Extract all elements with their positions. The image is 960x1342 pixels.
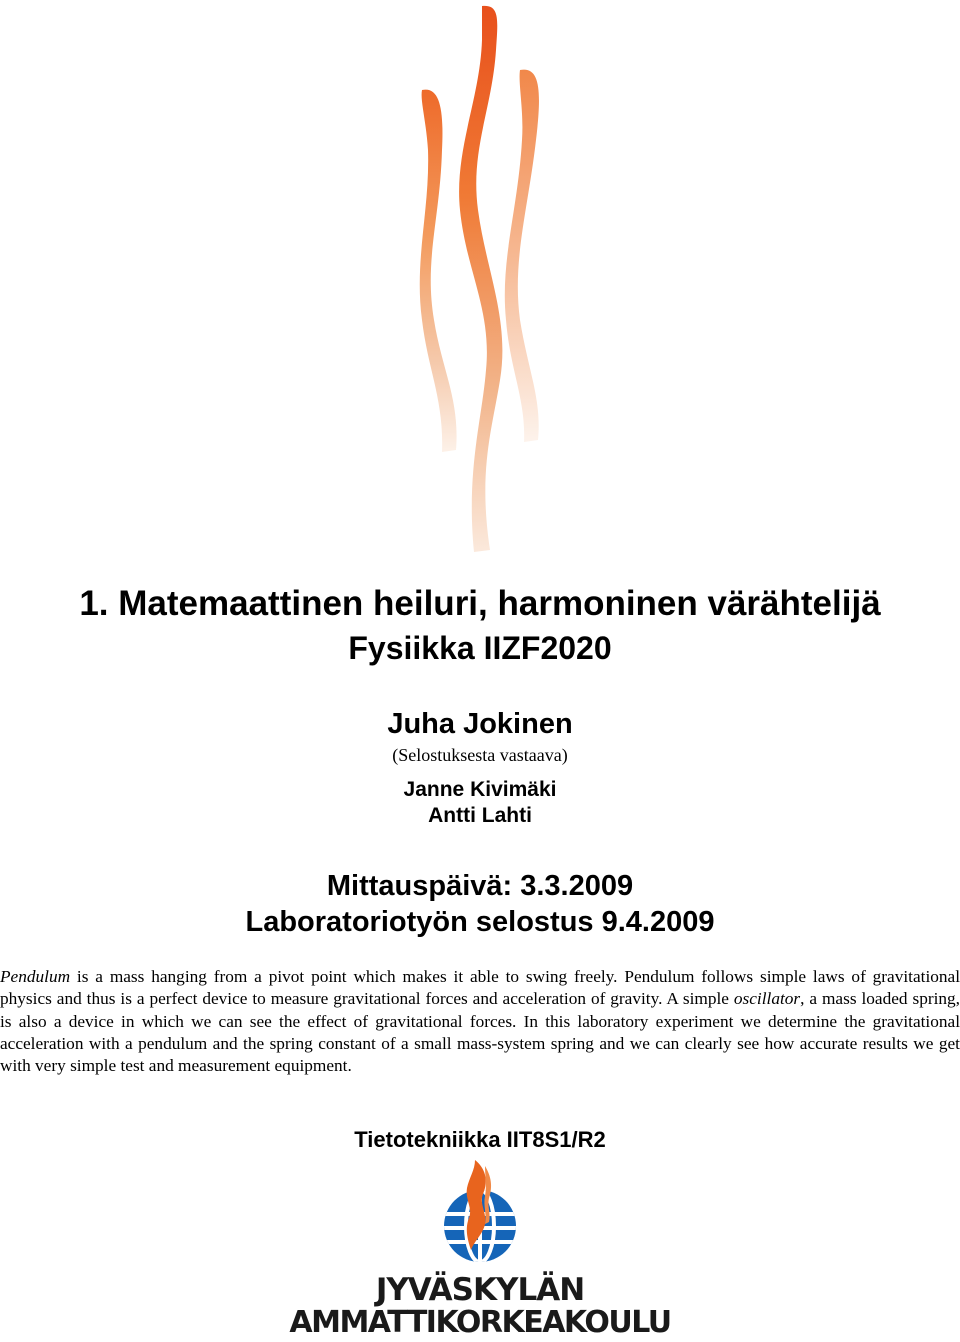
measurement-date: Mittauspäivä: 3.3.2009 [326, 870, 634, 902]
jamk-globe-flame-icon [435, 1158, 525, 1268]
responsible-role: (Selostuksesta vastaava) [392, 745, 568, 765]
abstract [0, 966, 960, 1077]
department-label: Tietotekniikka IIT8S1/R2 [354, 1127, 606, 1152]
abstract-term: Pendulum [0, 967, 71, 986]
abstract-text: is a mass hanging from a pivot point which makes it able to swing freely. Pendulum follows simple laws of gravitational physics and thus is a perfect device to measure gravitational forces and acceleration of gravity. A simple [0, 967, 960, 1009]
abstract-text: , a mass loaded spring, is also a device in which we can see the effect of gravitational forces. In this laboratory experiment we determine the gravitational acceleration with a pendulum and the spring constant of a small mass-system spring and we can clearly see how accurate results we get with very simple test and measurement equipment. [0, 989, 960, 1076]
group-member: Janne Kivimäki [403, 778, 557, 801]
responsible-author: Juha Jokinen [387, 708, 573, 740]
school-logo [288, 1158, 672, 1342]
course-title: Fysiikka IIZF2020 [348, 630, 612, 666]
abstract-term: oscillator [733, 989, 801, 1009]
report-title: 1. Matemaattinen heiluri, harmoninen värähtelijä [79, 584, 881, 623]
report-date: Laboratoriotyön selostus 9.4.2009 [245, 906, 715, 938]
logo-text-line1: JYVÄSKYLÄN [375, 1272, 585, 1308]
group-member: Antti Lahti [428, 804, 532, 827]
logo-text-line2: AMMATTIKORKEAKOULU [289, 1305, 671, 1340]
flame-ribbons-icon [400, 0, 560, 560]
